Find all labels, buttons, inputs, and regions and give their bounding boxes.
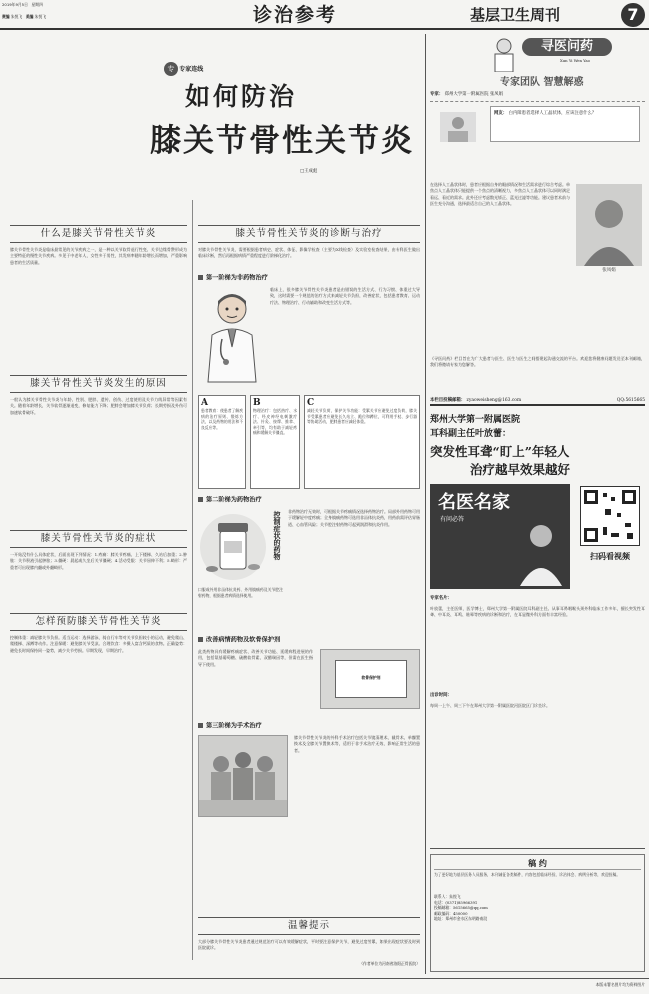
promo-hours: 每周一上午、周三下午在郑州大学第一附属医院河医院区门诊坐诊。 (430, 703, 550, 708)
qa-question-box (490, 106, 640, 142)
qr-caption: 扫码看视频 (590, 552, 630, 561)
surgery-image (198, 735, 288, 817)
main-title-line2: 膝关节骨性关节炎 (150, 123, 414, 159)
notice-contact-2: 投稿邮箱：5615665@qq.com (434, 905, 488, 911)
left-column (10, 195, 187, 955)
promo-card-title: 名医名家 (438, 492, 510, 513)
drug-illustration (198, 509, 283, 631)
doctor-illustration (198, 287, 266, 392)
section-title: 诊治参考 (252, 4, 337, 26)
section-prevent-text: 控制体重：减轻膝关节负担。适当运动：选择游泳、骑自行车等对关节负担较小的运动，避免爬山、爬楼梯、深蹲等动作。注意保暖：避免膝关节受凉。合理饮食：多摄入富含钙质的食物。正确姿势：避免长时间保持同一姿势，减少关节劳损。早期发现，早期治疗。 (10, 635, 187, 653)
section-symptom-text: 一开始没有什么具体症状，后面出现下列情况：1.疼痛：膝关节疼痛、上下楼梯、久站后加重；2.肿胀：关节积液引起肿胀；3.僵硬：晨起或久坐后关节僵硬；4.活动受限：关节屈伸不利；5.畸形：严重者可出现膝内翻或外翻畸形。 (10, 552, 187, 570)
qa-avatar (440, 112, 476, 142)
center-heading-box (198, 225, 420, 243)
center-column (198, 195, 420, 975)
doctor-portrait-icon (516, 514, 566, 586)
qa-banner (490, 36, 640, 72)
qa-question-label: 网友： (494, 111, 508, 116)
qa-column-title: 寻医问药 (522, 38, 612, 56)
section-cause (10, 375, 187, 393)
notice-text: 为了更好地为基层医务人员服务，本刊诚征各类稿件，内容包括临床经验、诊治体会、病例分析等，欢迎投稿。 (434, 872, 621, 877)
column-divider-1 (192, 200, 193, 960)
qa-answer: 在选择人工晶状体时，患者应根据自身的眼部情况和生活需求进行综合考虑。单焦点人工晶状体只能提供一个焦点的清晰视力，多焦点人工晶状体可以同时满足看远、看近的需求。此外还应考虑散光矫正、蓝光过滤等功能。建议患者术前与医生充分沟通，选择最适合自己的人工晶状体。 (430, 182, 570, 207)
section-cause-text: 一般认为膝关节骨性关节炎与年龄、性别、肥胖、遗传、创伤、过度使用及关节力线异常等因素有关。随着年龄增长，关节软骨逐渐退变，修复能力下降；肥胖会增加膝关节负荷；长期劳损及外伤可加速软骨破坏。 (10, 397, 187, 415)
expert-portrait-icon (576, 184, 642, 266)
masthead-rule (0, 28, 649, 30)
main-title-line1: 如何防治 (185, 82, 298, 111)
section-cause-heading: 膝关节骨性关节炎发生的原因 (30, 378, 167, 389)
expert-photo (576, 184, 642, 266)
box-c-text: 减轻关节负荷，保护关节功能：受累关节应避免过度负荷，膝关节受累患者应避免长久站立、跪位和蹲位，可利用手杖、步行器等协助活动，肥胖患者应减轻体重。 (307, 408, 417, 425)
expert-tag-badge: 专 (164, 62, 178, 76)
main-title-area (0, 34, 420, 194)
surgery-team-icon (199, 736, 287, 816)
masthead-editor-line (2, 14, 132, 20)
section-symptom (10, 530, 187, 548)
hospital-promo (430, 404, 645, 849)
editor-name: 朱悦飞 (10, 14, 23, 19)
drug-package-label: 软骨保护剂 (361, 675, 381, 680)
center-intro: 对膝关节骨性关节炎，需要根据患者病史、症状、体征、影像学检查（主要为X线检查）及实验室检查结果，由专科医生做出临床诊断，然后再根据病情严重程度进行阶梯化治疗。 (198, 247, 420, 259)
qa-contact-email: zyaoweisheng@163.com (466, 398, 522, 403)
promo-card-sub: 有问必答 (440, 516, 465, 523)
drug-package-image (320, 649, 420, 709)
promo-intro: 叶放蕾，主任医师，医学博士，郑州大学第一附属医院耳科副主任。从事耳鼻咽喉头颈外科临床工作多年，擅长突发性耳聋、中耳炎、耳鸣、眩晕等疾病的诊断和治疗，在耳显微外科方面有丰富经验。 (430, 606, 645, 618)
notice-contact-3: 邮政编码：450000 (434, 910, 468, 916)
section-what-heading: 什么是膝关节骨性关节炎 (40, 228, 157, 239)
box-a-label: A (201, 398, 208, 408)
box-c (304, 395, 420, 489)
tips-box (198, 917, 420, 935)
step1-title: 第一阶梯为非药物治疗 (198, 275, 420, 282)
paper-title: 基层卫生周刊 (470, 6, 561, 24)
step2b-title: 改善病情药物及软骨保护剂 (198, 637, 420, 644)
promo-dept: 耳科副主任叶放蕾： (430, 429, 512, 439)
drug-package-box (335, 660, 407, 698)
promo-video-card[interactable] (430, 484, 570, 589)
qa-contact-qq: QQ:5615665 (616, 398, 645, 403)
qa-column-subtitle: Xun Yi Wen Yao (560, 58, 590, 63)
promo-hospital: 郑州大学第一附属医院 (430, 415, 521, 425)
doctor-figure-icon (198, 287, 266, 392)
step2-text: 非药物治疗无效时，可根据关节疼痛情况选择药物治疗。局部外用药物可用于缓解轻中度疼痛；全身镇痛药物可选用非甾体抗炎药，用药前需评估胃肠道、心血管风险；关节腔注射药物可起到润滑和抗炎作用。 (288, 509, 420, 527)
drug-caption: 口服或外用非甾体抗炎药、外用镇痛药及关节腔注射药物，根据患者病情选择使用。 (198, 587, 283, 598)
notice-contact-1: 电话：(0371)85966391 (434, 899, 478, 905)
step2-title: 第二阶梯为药物治疗 (198, 497, 420, 504)
tips-text: 大部分膝关节骨性关节炎患者通过规范治疗可以有效缓解症状，平时要注意保护关节，避免过度劳累，如果出现症状要及时到医院就诊。 (198, 939, 420, 951)
user-avatar-icon (440, 112, 476, 142)
box-a (198, 395, 246, 489)
qa-contact-label: 本栏目投稿邮箱： (430, 398, 466, 403)
notice-title: 稿 约 (434, 858, 641, 870)
main-byline: □王成彪 (300, 169, 318, 174)
step3-text: 膝关节骨性关节炎的外科手术治疗包括关节镜清理术、截骨术、单髁置换术及全膝关节置换术等，适用于非手术治疗无效、影响正常生活的患者。 (294, 735, 420, 753)
box-b-label: B (253, 398, 261, 408)
expert-tag-label: 专家连线 (179, 65, 204, 73)
masthead (0, 0, 649, 30)
promo-headline-2: 治疗越早效果越好 (470, 462, 571, 477)
footer-right: 本版未署名图片均为资料图片 (595, 982, 645, 987)
qa-expert-line (430, 92, 645, 102)
notice-contact-4: 地址：郑州市金水区东明路南段 (434, 916, 488, 922)
page-number: 7 (621, 3, 645, 27)
masthead-date-line (2, 2, 112, 8)
section-what-text: 膝关节骨性关节炎是临床最常见的关节疾病之一，是一种以关节软骨退行性变、关节边缘骨赘形成为主要特征的慢性关节疾病。多见于中老年人，女性多于男性，其发病率随年龄增长而增加，严重影响患者的生活质量。 (10, 247, 187, 265)
notice-contact-0: 联系人：朱悦飞 (434, 894, 461, 899)
step1-text: 临床上，很多膝关节骨性关节炎患者是由错误的生活方式、行为习惯、体重过大导致，这时需要一个规范的治疗方式来减轻关节负担，改善症状，包括患者教育、运动疗法、物理治疗、行动辅助和改变生活方式等。 (270, 287, 420, 305)
pill-bottle-icon (198, 509, 268, 584)
step2b-text: 此类药物具有缓解疼痛症状、改善关节功能、延缓病程进展的作用，包括氨基葡萄糖、硫酸软骨素、双醋瑞因等，但需在医生指导下使用。 (198, 649, 313, 667)
designer-label: 美编 (25, 14, 34, 19)
section-what (10, 225, 187, 243)
qa-question-text: 白内障患者选择人工晶状体，应该注意什么？ (508, 111, 597, 116)
tips-title: 温馨提示 (287, 920, 330, 931)
promo-headline-1: 突发性耳聋“盯上”年轻人 (430, 444, 570, 459)
center-heading: 膝关节骨性关节炎的诊断与治疗 (235, 228, 383, 239)
box-c-label: C (307, 398, 315, 408)
section-prevent (10, 613, 187, 631)
section-symptom-heading: 膝关节骨性关节炎的症状 (40, 533, 157, 544)
box-b (250, 395, 300, 489)
promo-card-portrait (516, 514, 566, 586)
qr-code[interactable] (580, 486, 640, 546)
column-divider-2 (425, 34, 426, 974)
editor-label: 责编 (2, 14, 10, 19)
issue-date: 2019年9月5日 (2, 2, 28, 7)
qa-slogan: 专家团队 智慧解惑 (500, 77, 584, 88)
expert-photo-caption: 张凤娟 (602, 268, 616, 273)
qa-expert-name: 郑州大学第一附属医院 张凤娟 (444, 92, 504, 97)
qa-banner-doctor-icon (490, 36, 518, 72)
box-a-text: 患者教育：使患者了解疾病的治疗原则、锻炼方法，以及药物的用法和不良反应等。 (201, 408, 243, 430)
issue-weekday: 星期四 (31, 2, 43, 7)
promo-intro-label: 专家名片： (430, 596, 452, 601)
qa-expert-label: 专家： (430, 92, 444, 97)
promo-hours-label: 出诊时间： (430, 693, 452, 698)
box-b-text: 物理治疗：包括热疗、水疗、经皮神经电刺激疗法、针灸、按摩、推拿、牵引等，均有助于减轻疼痛和缓解关节僵直。 (253, 408, 297, 436)
qr-code-icon (581, 487, 639, 545)
designer-name: 朱悦飞 (34, 14, 47, 19)
expert-tag (164, 62, 234, 76)
abc-boxes (198, 395, 420, 490)
side-caption: 控制症状的药物 (273, 511, 282, 560)
step3-title: 第三阶梯为手术治疗 (198, 723, 420, 730)
tips-source: （作者单位为河南省洛阳正骨医院） (359, 961, 420, 966)
qa-note: 《寻医问药》栏目旨在为广大患者与医生、医生与医生之间搭建起沟通交流的平台。欢迎您将健康问题发送至本刊邮箱，我们将邀请专家为您解答。 (430, 356, 645, 368)
section-prevent-heading: 怎样预防膝关节骨性关节炎 (35, 616, 162, 627)
notice-box (430, 854, 645, 972)
footer-rule (0, 978, 649, 979)
